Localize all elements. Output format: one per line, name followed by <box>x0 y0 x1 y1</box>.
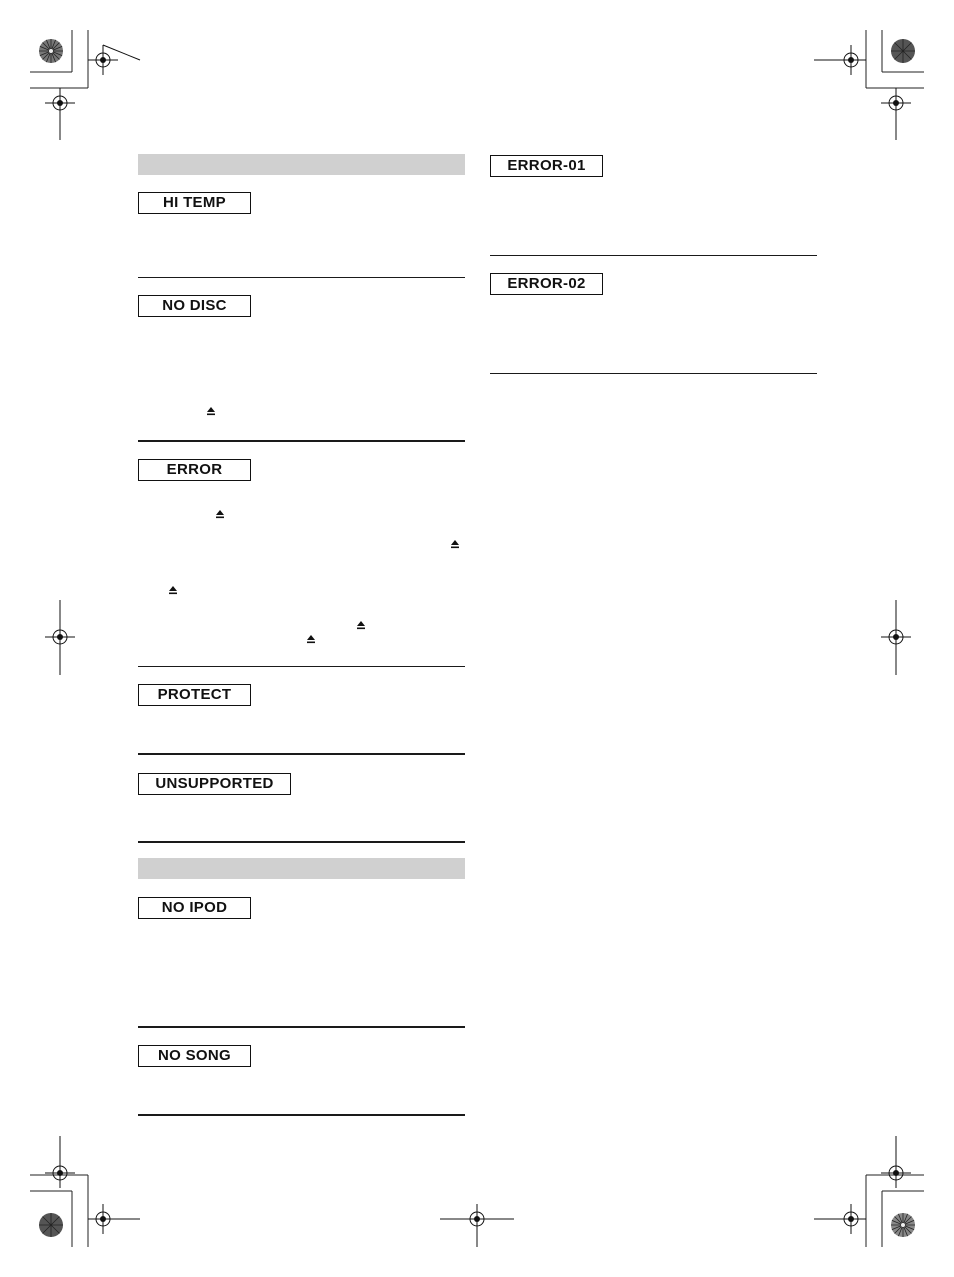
error-01-label: ERROR-01 <box>490 155 603 177</box>
no-song-label: NO SONG <box>138 1045 251 1067</box>
color-wheel-icon <box>890 1212 916 1238</box>
color-wheel-icon <box>38 38 64 64</box>
no-ipod-label: NO IPOD <box>138 897 251 919</box>
color-wheel-icon <box>890 38 916 64</box>
color-wheel-icon <box>38 1212 64 1238</box>
error-02-label: ERROR-02 <box>490 273 603 295</box>
hi-temp-label: HI TEMP <box>138 192 251 214</box>
unsupported-label: UNSUPPORTED <box>138 773 291 795</box>
error-label: ERROR <box>138 459 251 481</box>
no-disc-label: NO DISC <box>138 295 251 317</box>
protect-label: PROTECT <box>138 684 251 706</box>
